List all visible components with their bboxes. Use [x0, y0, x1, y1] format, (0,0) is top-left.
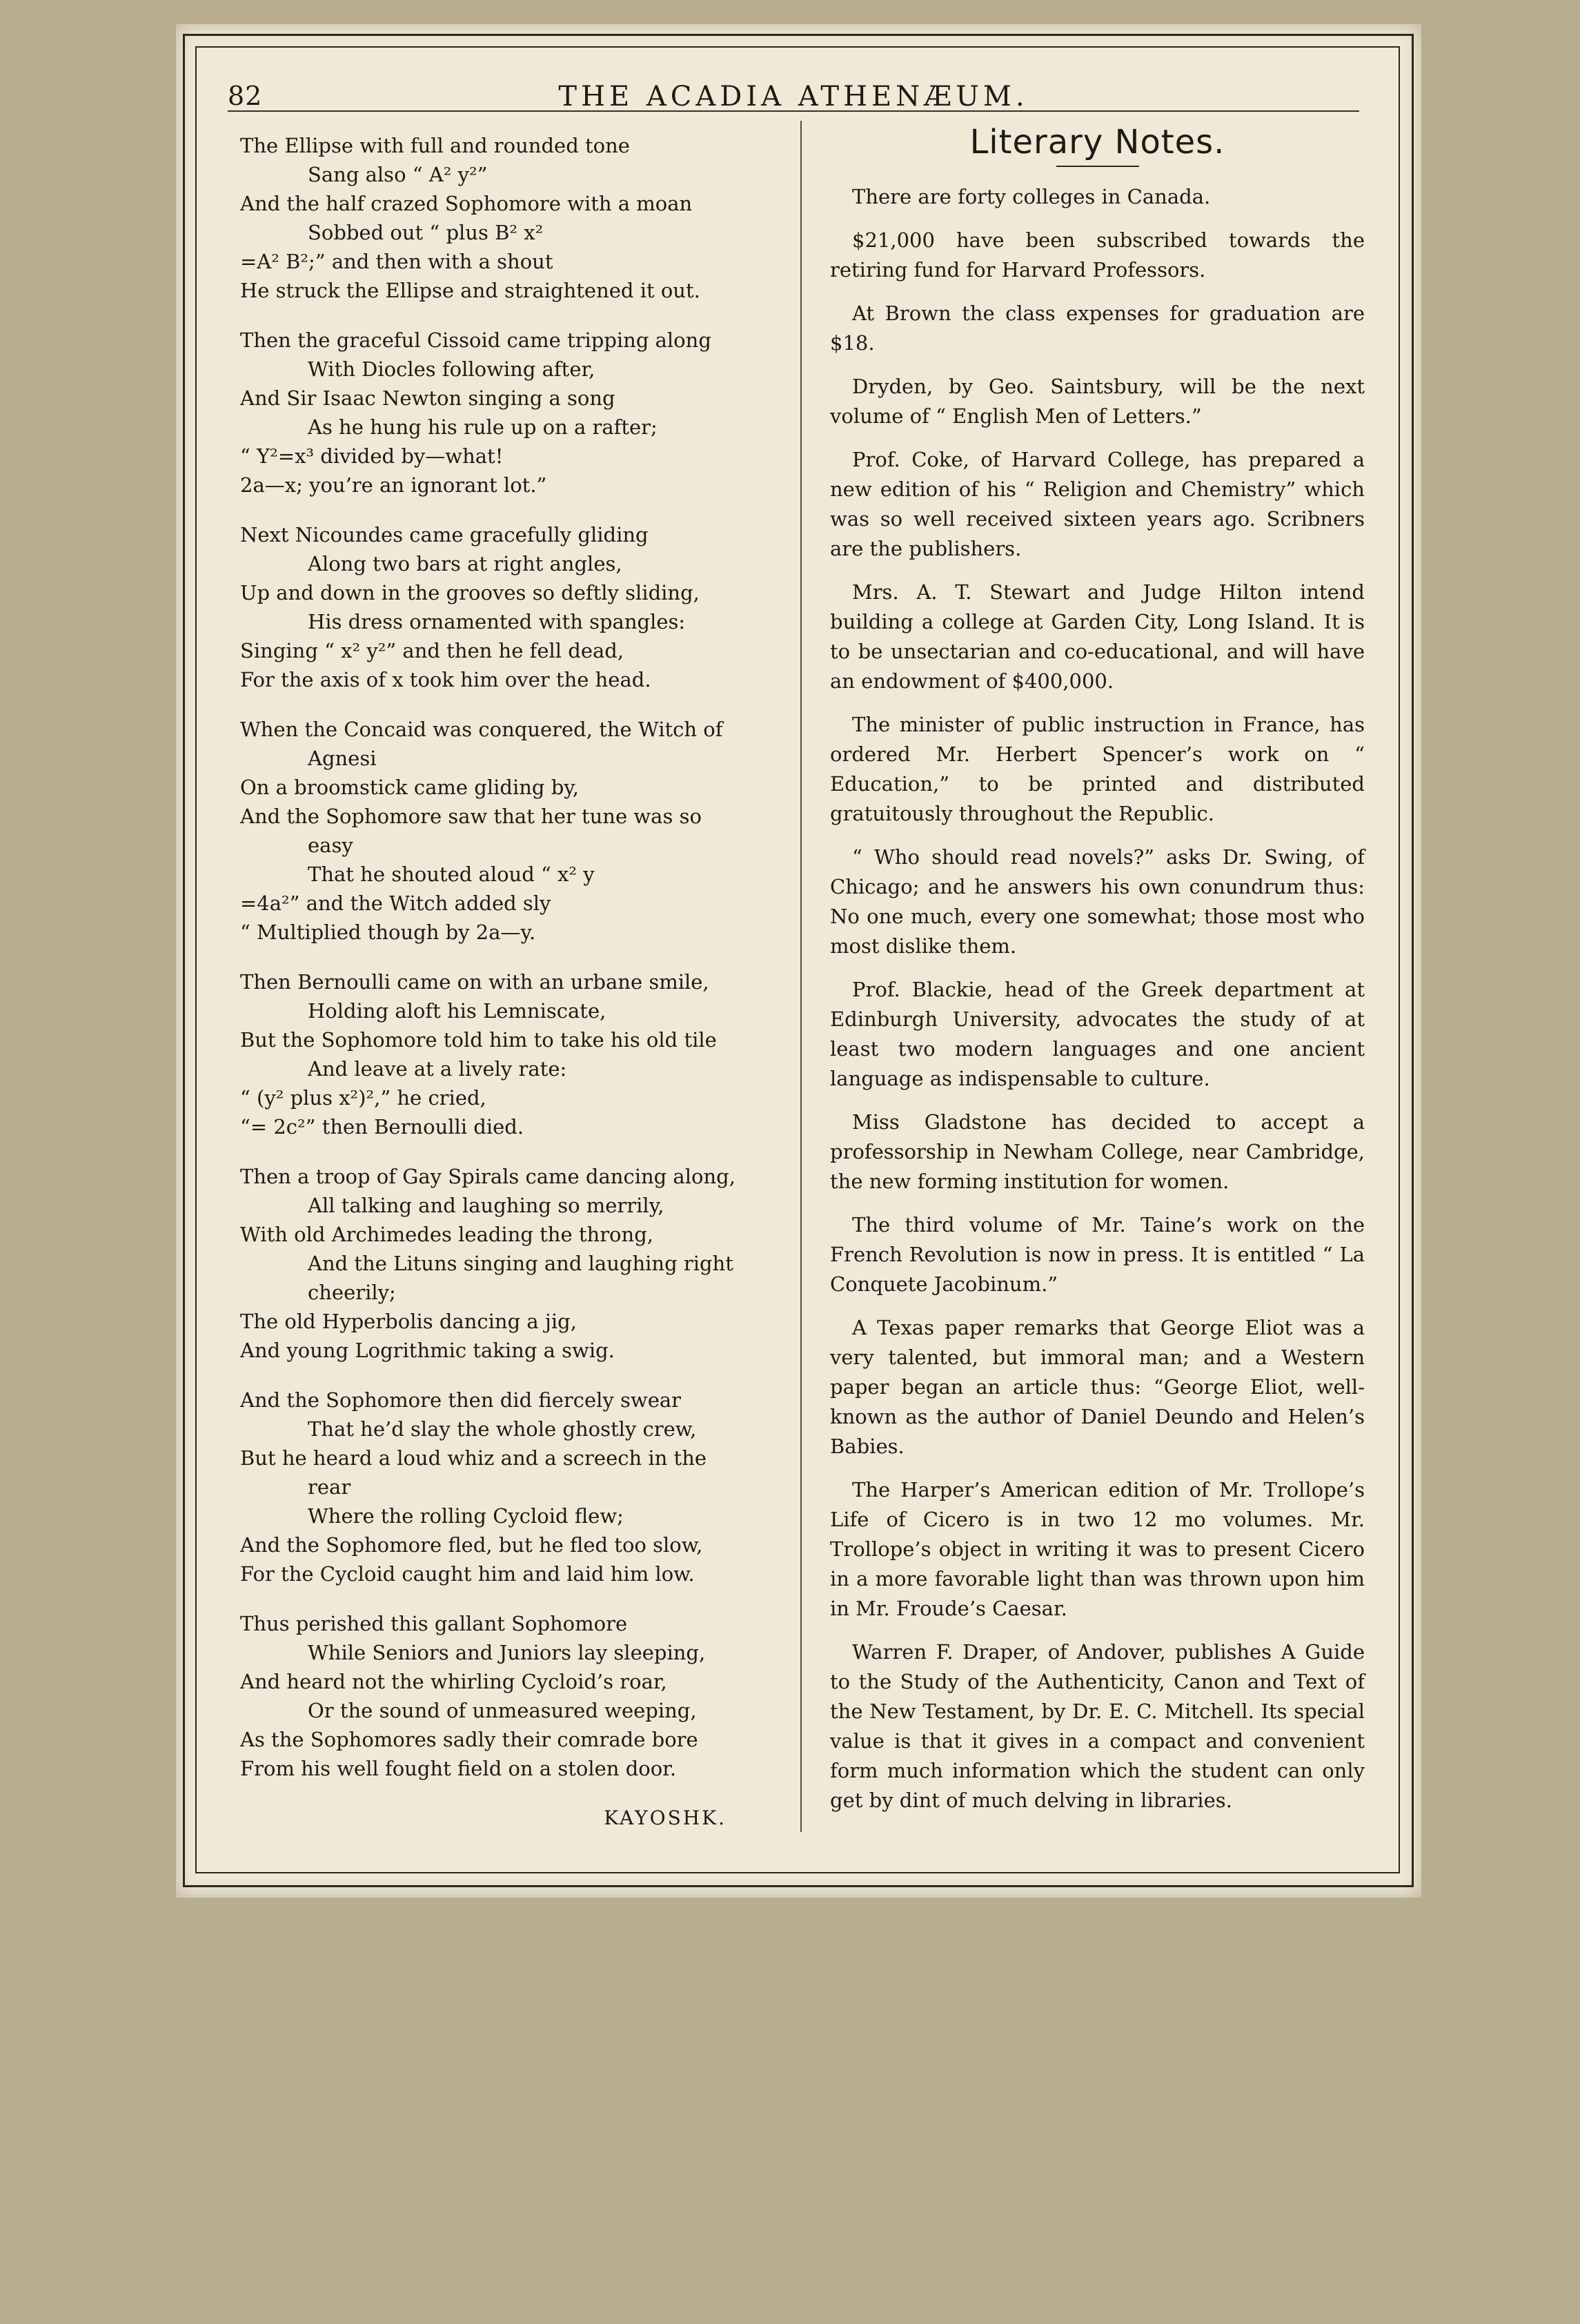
- poem-line: With old Archimedes leading the throng,: [240, 1223, 653, 1246]
- running-header: [228, 59, 1359, 112]
- note-paragraph: The third volume of Mr. Taine’s work on the French Revolution is now in press. It is entitled “ La Conquete Jacobinum.”: [830, 1213, 1365, 1296]
- poem-line: Then a troop of Gay Spirals came dancing along,: [240, 1165, 735, 1188]
- poem-line: And Sir Isaac Newton singing a song: [240, 386, 615, 410]
- poem-line: And the Sophomore then did fiercely swear: [240, 1388, 682, 1412]
- poem-stanza: [240, 326, 775, 500]
- note-paragraph: “ Who should read novels?” asks Dr. Swing, of Chicago; and he answers his own conundrum thus: No one much, every one somewhat; those most who most dislike them.: [830, 845, 1365, 958]
- poem-line: “ Multiplied though by 2a—y.: [240, 920, 536, 944]
- poem-line: Along two bars at right angles,: [308, 552, 622, 575]
- poem-line: Singing “ x² y²” and then he fell dead,: [240, 639, 624, 662]
- poem-line: With Diocles following after,: [308, 357, 595, 381]
- poem-line: That he’d slay the whole ghostly crew,: [308, 1417, 697, 1441]
- poem-line: For the Cycloid caught him and laid him low.: [240, 1562, 695, 1586]
- note-paragraph: There are forty colleges in Canada.: [852, 185, 1211, 208]
- poem-line: Next Nicoundes came gracefully gliding: [240, 523, 649, 546]
- poem-stanza: [240, 715, 775, 947]
- poem-line: Then the graceful Cissoid came tripping along: [240, 328, 711, 352]
- page-number: 82: [228, 81, 263, 111]
- poem-stanza: [240, 1162, 775, 1365]
- poem-stanza: [240, 1609, 775, 1783]
- poem-line: And the Sophomore saw that her tune was so: [240, 805, 702, 828]
- poem-line: And heard not the whirling Cycloid’s roar,: [240, 1670, 667, 1693]
- poem-line: Where the rolling Cycloid flew;: [308, 1504, 624, 1528]
- poem-line: From his well fought field on a stolen door.: [240, 1757, 677, 1780]
- poem-line: On a broomstick came gliding by,: [240, 776, 580, 799]
- journal-title: THE ACADIA ATHENÆUM.: [558, 81, 1029, 112]
- poem-line: Holding aloft his Lemniscate,: [308, 999, 606, 1023]
- poem-line: But he heard a loud whiz and a screech in the: [240, 1446, 707, 1470]
- note-paragraph: Prof. Blackie, head of the Greek department at Edinburgh University, advocates the study of at least two modern languages and one ancient language as indispensable to culture.: [830, 978, 1365, 1090]
- poem-line: And young Logrithmic taking a swig.: [240, 1339, 615, 1362]
- journal-page: [176, 24, 1421, 1898]
- poem-line: But the Sophomore told him to take his old tile: [240, 1028, 717, 1052]
- poem-line: rear: [308, 1475, 351, 1499]
- note-paragraph: At Brown the class expenses for graduation are $18.: [830, 302, 1365, 355]
- poem-line: =4a²” and the Witch added sly: [240, 892, 551, 915]
- note-paragraph: Miss Gladstone has decided to accept a professorship in Newham College, near Cambridge, the new forming institution for women.: [830, 1110, 1365, 1193]
- literary-notes-column: [830, 123, 1365, 1829]
- poem-line: Sobbed out “ plus B² x²: [308, 221, 544, 244]
- section-title: Literary Notes.: [969, 123, 1225, 161]
- poem-line: His dress ornamented with spangles:: [308, 610, 686, 633]
- poem-line: And the Lituns singing and laughing right: [308, 1252, 733, 1275]
- poem-line: “ Y²=x³ divided by—what!: [240, 444, 504, 468]
- poem-line: Then Bernoulli came on with an urbane smile,: [240, 970, 709, 994]
- poem-line: cheerily;: [308, 1281, 396, 1304]
- note-paragraph: The Harper’s American edition of Mr. Trollope’s Life of Cicero is in two 12 mo volumes. Mr. Trollope’s object in writing it was to present Cicero in a more favorable light than was thrown upon him in Mr. Froude’s Caesar.: [830, 1478, 1365, 1620]
- title-rule: [1056, 166, 1139, 167]
- poem-line: Up and down in the grooves so deftly sliding,: [240, 581, 700, 604]
- note-paragraph: Mrs. A. T. Stewart and Judge Hilton intend building a college at Garden City, Long Island. It is to be unsectarian and co-educational, and will have an endowment of $400,000.: [830, 580, 1365, 693]
- poem-line: And the Sophomore fled, but he fled too slow,: [240, 1533, 703, 1557]
- poem-line: He struck the Ellipse and straightened it out.: [240, 279, 700, 302]
- note-paragraph: Warren F. Draper, of Andover, publishes A Guide to the Study of the Authenticity, Canon and Text of the New Testament, by Dr. E. C. Mitchell. Its special value is that it gives in a compact and convenient form much information which the student can only get by dint of much delving in libraries.: [830, 1640, 1365, 1812]
- note-paragraph: Dryden, by Geo. Saintsbury, will be the next volume of “ English Men of Letters.”: [830, 375, 1365, 428]
- poem-line: As the Sophomores sadly their comrade bore: [240, 1728, 698, 1751]
- poem-line: Agnesi: [308, 747, 377, 770]
- poem-line: And the half crazed Sophomore with a moan: [240, 192, 693, 215]
- poem-line: Sang also “ A² y²”: [308, 163, 488, 186]
- poem-line: easy: [308, 834, 353, 857]
- poem-line: That he shouted aloud “ x² y: [308, 863, 595, 886]
- poem-signature: KAYOSHK.: [604, 1806, 727, 1829]
- poem-line: Or the sound of unmeasured weeping,: [308, 1699, 697, 1722]
- poem-line: 2a—x; you’re an ignorant lot.”: [240, 473, 547, 497]
- poem: [240, 131, 775, 1783]
- note-paragraph: Prof. Coke, of Harvard College, has prepared a new edition of his “ Religion and Chemistry” which was so well received sixteen years ago. Scribners are the publishers.: [830, 448, 1365, 560]
- poem-line: The old Hyperbolis dancing a jig,: [240, 1310, 577, 1333]
- notes-list: [830, 182, 1365, 1815]
- poem-line: As he hung his rule up on a rafter;: [308, 415, 658, 439]
- poem-line: The Ellipse with full and rounded tone: [240, 134, 630, 157]
- poem-line: All talking and laughing so merrily,: [308, 1194, 664, 1217]
- poem-line: And leave at a lively rate:: [308, 1057, 567, 1081]
- poem-column: [240, 131, 775, 1833]
- note-paragraph: $21,000 have been subscribed towards the retiring fund for Harvard Professors.: [830, 228, 1365, 282]
- column-divider: [800, 121, 802, 1832]
- poem-line: When the Concaid was conquered, the Witch of: [240, 718, 723, 741]
- poem-stanza: [240, 1386, 775, 1588]
- poem-stanza: [240, 967, 775, 1141]
- note-paragraph: The minister of public instruction in France, has ordered Mr. Herbert Spencer’s work on “ Education,” to be printed and distributed gratuitously throughout the Republic.: [830, 713, 1365, 825]
- poem-line: While Seniors and Juniors lay sleeping,: [308, 1641, 706, 1664]
- header-rule: [228, 110, 1359, 112]
- poem-stanza: [240, 520, 775, 694]
- note-paragraph: A Texas paper remarks that George Eliot was a very talented, but immoral man; and a Western paper began an article thus: “George Eliot, well-known as the author of Daniel Deundo and Helen’s Babies.: [830, 1316, 1365, 1458]
- poem-stanza: [240, 131, 775, 305]
- poem-line: “= 2c²” then Bernoulli died.: [240, 1115, 524, 1139]
- poem-line: =A² B²;” and then with a shout: [240, 250, 553, 273]
- poem-line: For the axis of x took him over the head.: [240, 668, 651, 691]
- poem-line: Thus perished this gallant Sophomore: [240, 1612, 628, 1635]
- poem-line: “ (y² plus x²)²,” he cried,: [240, 1086, 486, 1110]
